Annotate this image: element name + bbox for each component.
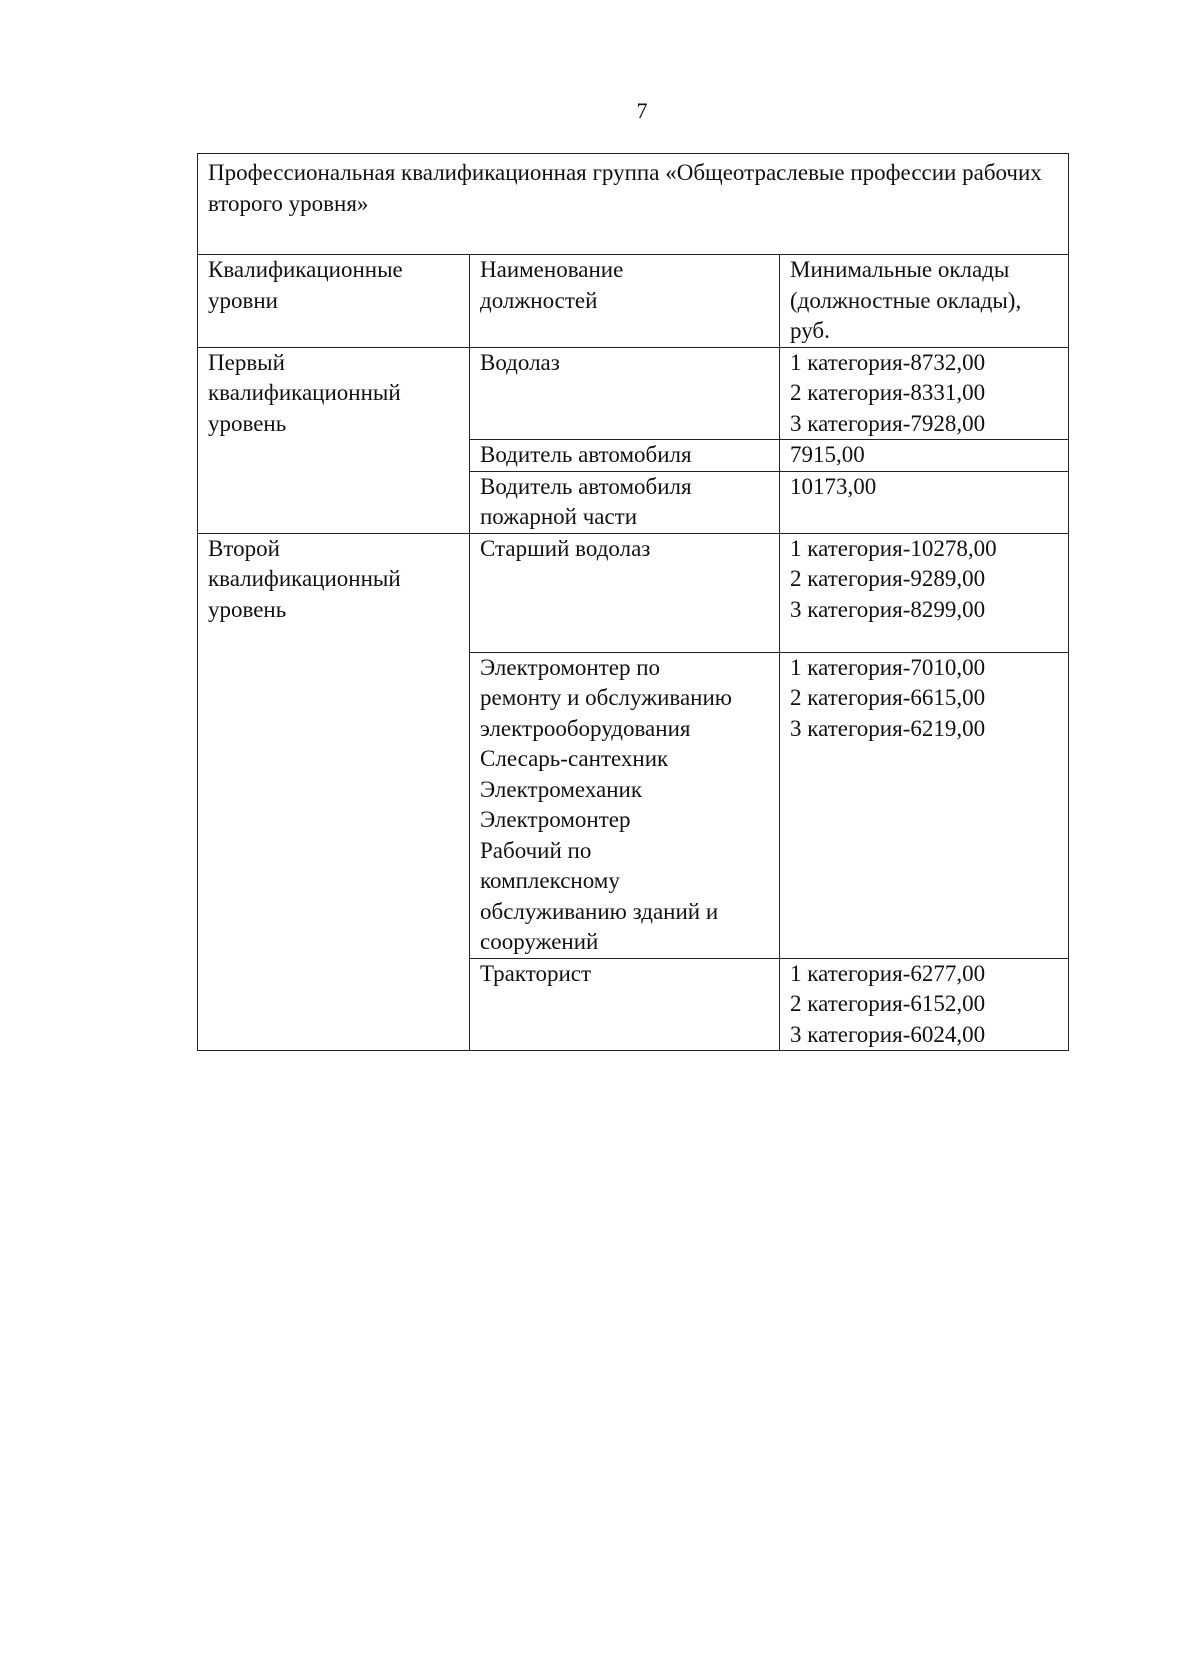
- group-title-row: [198, 154, 1069, 255]
- position-cell: Электромонтер по ремонту и обслуживанию электрооборудования Слесарь-сантехник Электромеханик Электромонтер Рабочий по комплексному обслуживанию зданий и сооружений: [470, 652, 780, 958]
- header-levels: Квалификационные уровни: [198, 255, 470, 348]
- salary-cell: 1 категория-8732,00 2 категория-8331,00 3 категория-7928,00: [780, 347, 1069, 440]
- position-cell: Тракторист: [470, 958, 780, 1051]
- salary-cell: 10173,00: [780, 471, 1069, 533]
- salary-cell: 1 категория-6277,00 2 категория-6152,00 3 категория-6024,00: [780, 958, 1069, 1051]
- page-number: 7: [636, 98, 648, 123]
- table-row: [198, 533, 1069, 652]
- salary-cell: 1 категория-7010,00 2 категория-6615,00 3 категория-6219,00: [780, 652, 1069, 958]
- position-cell: Старший водолаз: [470, 533, 780, 652]
- table-row: [198, 347, 1069, 440]
- header-salaries: Минимальные оклады (должностные оклады), руб.: [780, 255, 1069, 348]
- header-positions: Наименование должностей: [470, 255, 780, 348]
- salary-cell: 1 категория-10278,00 2 категория-9289,00 3 категория-8299,00: [780, 533, 1069, 652]
- group-title: Профессиональная квалификационная группа «Общеотраслевые профессии рабочих второго уровня»: [198, 154, 1069, 255]
- position-cell: Водитель автомобиля пожарной части: [470, 471, 780, 533]
- salary-cell: 7915,00: [780, 440, 1069, 472]
- header-row: [198, 255, 1069, 348]
- position-cell: Водолаз: [470, 347, 780, 440]
- salary-table: [197, 153, 1069, 1051]
- level-2-label: Второй квалификационный уровень: [198, 533, 470, 1051]
- level-1-label: Первый квалификационный уровень: [198, 347, 470, 533]
- position-cell: Водитель автомобиля: [470, 440, 780, 472]
